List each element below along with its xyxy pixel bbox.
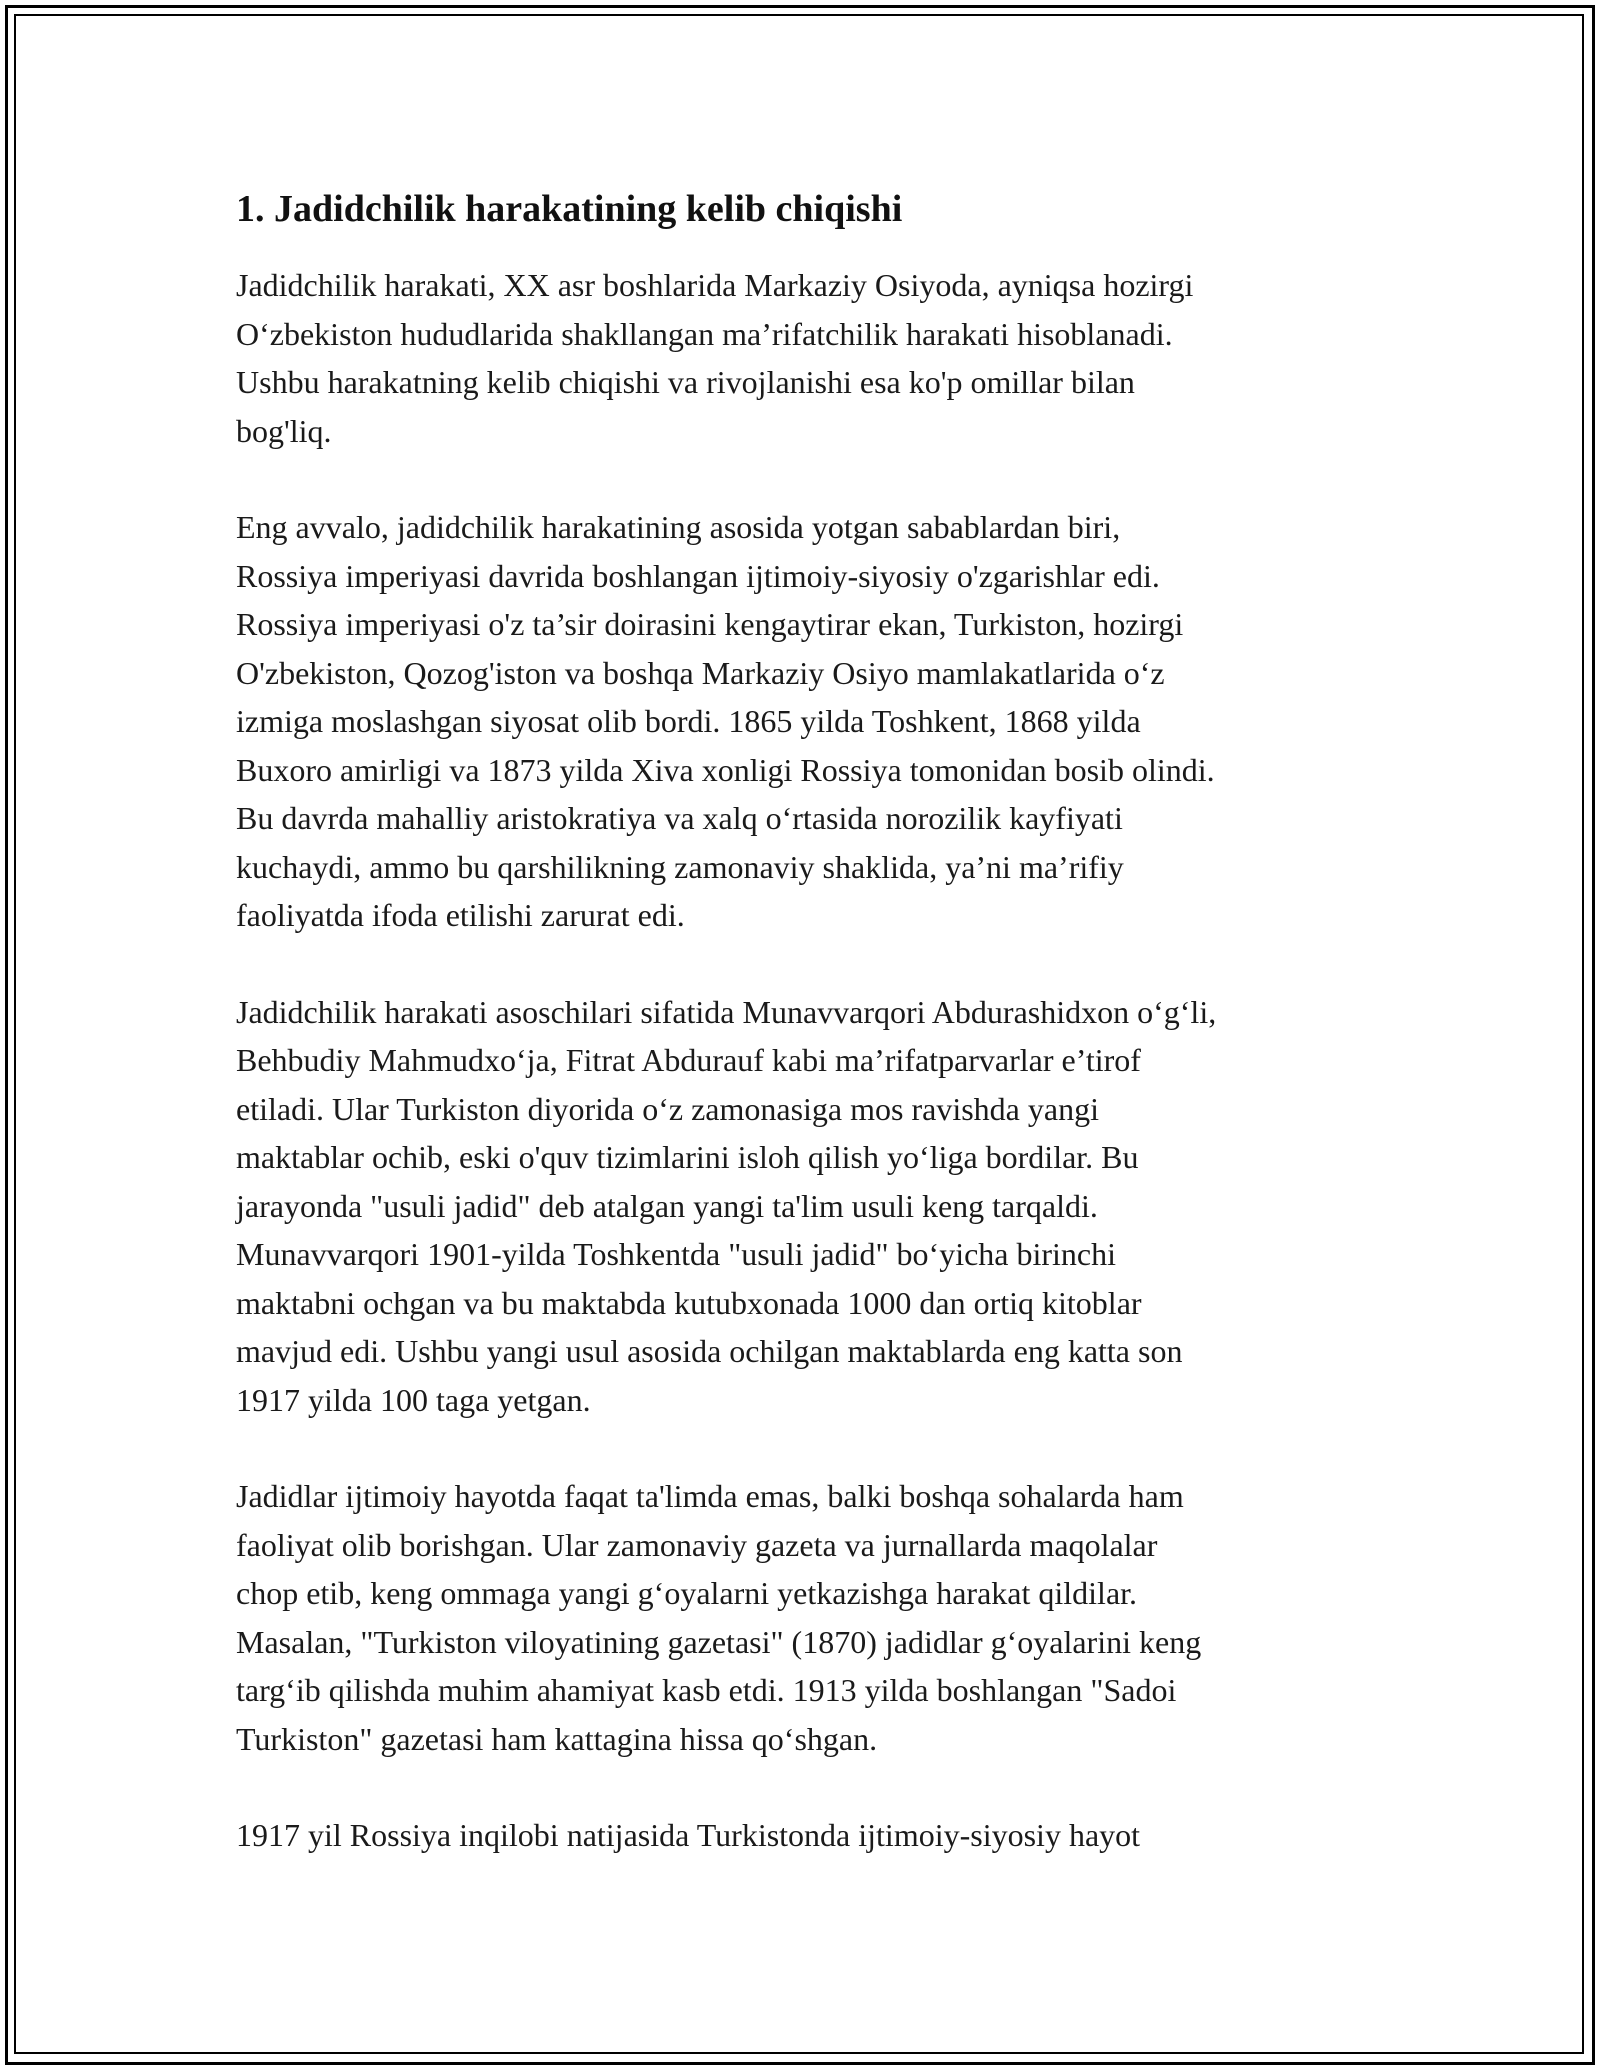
text-line: Jadidchilik harakati asoschilari sifatida Munavvarqori Abdurashidxon o‘g‘li, [236,993,1217,1030]
document-body [236,185,1376,1908]
text-line: maktabni ochgan va bu maktabda kutubxonada 1000 dan ortiq kitoblar [236,1284,1142,1321]
text-line: Rossiya imperiyasi o'z ta’sir doirasini kengaytirar ekan, Turkiston, hozirgi [236,606,1184,642]
text-line: Munavvarqori 1901-yilda Toshkentda "usuli jadid" bo‘yicha birinchi [236,1236,1117,1272]
text-line: faoliyat olib borishgan. Ular zamonaviy gazeta va jurnallarda maqolalar [236,1526,1158,1563]
text-line: 1917 yil Rossiya inqilobi natijasida Turkistonda ijtimoiy-siyosiy hayot [236,1817,1141,1853]
text-line: izmiga moslashgan siyosat olib bordi. 1865 yilda Toshkent, 1868 yilda [236,703,1141,739]
text-line: Behbudiy Mahmudxo‘ja, Fitrat Abdurauf kabi ma’rifatparvarlar e’tirof [236,1042,1141,1078]
text-line: kuchaydi, ammo bu qarshilikning zamonaviy shaklida, ya’ni ma’rifiy [236,848,1124,885]
paragraph-4 [236,1472,1376,1763]
paragraph-2 [236,503,1376,940]
paragraph-5 [236,1811,1376,1860]
text-line: maktablar ochib, eski o'quv tizimlarini isloh qilish yo‘liga bordilar. Bu [236,1139,1139,1175]
paragraph-1 [236,261,1376,455]
text-line: faoliyatda ifoda etilishi zarurat edi. [236,897,685,933]
text-line: O‘zbekiston hududlarida shakllangan ma’rifatchilik harakati hisoblanadi. [236,315,1173,352]
text-line: jarayonda "usuli jadid" deb atalgan yangi ta'lim usuli keng tarqaldi. [236,1187,1098,1224]
section-heading: 1. Jadidchilik harakatining kelib chiqishi [236,188,903,230]
paragraph-3 [236,988,1376,1425]
text-line: Jadidchilik harakati, XX asr boshlarida Markaziy Osiyoda, ayniqsa hozirgi [236,267,1194,303]
text-line: Bu davrda mahalliy aristokratiya va xalq o‘rtasida norozilik kayfiyati [236,800,1123,836]
text-line: etiladi. Ular Turkiston diyorida o‘z zamonasiga mos ravishda yangi [236,1090,1099,1127]
text-line: Rossiya imperiyasi davrida boshlangan ijtimoiy-siyosiy o'zgarishlar edi. [236,557,1160,594]
text-line: O'zbekiston, Qozog'iston va boshqa Markaziy Osiyo mamlakatlarida o‘z [236,654,1165,691]
text-line: bog'liq. [236,412,332,449]
text-line: Buxoro amirligi va 1873 yilda Xiva xonligi Rossiya tomonidan bosib olindi. [236,751,1215,788]
text-line: mavjud edi. Ushbu yangi usul asosida ochilgan maktablarda eng katta son [236,1333,1183,1369]
text-line: Masalan, "Turkiston viloyatining gazetasi" (1870) jadidlar g‘oyalarini keng [236,1623,1202,1660]
text-line: 1917 yilda 100 taga yetgan. [236,1381,591,1418]
text-line: Jadidlar ijtimoiy hayotda faqat ta'limda emas, balki boshqa sohalarda ham [236,1478,1184,1514]
text-line: chop etib, keng ommaga yangi g‘oyalarni yetkazishga harakat qildilar. [236,1575,1138,1611]
text-line: Ushbu harakatning kelib chiqishi va rivojlanishi esa ko'p omillar bilan [236,364,1135,400]
text-line: Turkiston" gazetasi ham kattagina hissa qo‘shgan. [236,1720,878,1757]
text-line: Eng avvalo, jadidchilik harakatining asosida yotgan sabablardan biri, [236,509,1121,545]
text-line: targ‘ib qilishda muhim ahamiyat kasb etdi. 1913 yilda boshlangan "Sadoi [236,1672,1177,1708]
